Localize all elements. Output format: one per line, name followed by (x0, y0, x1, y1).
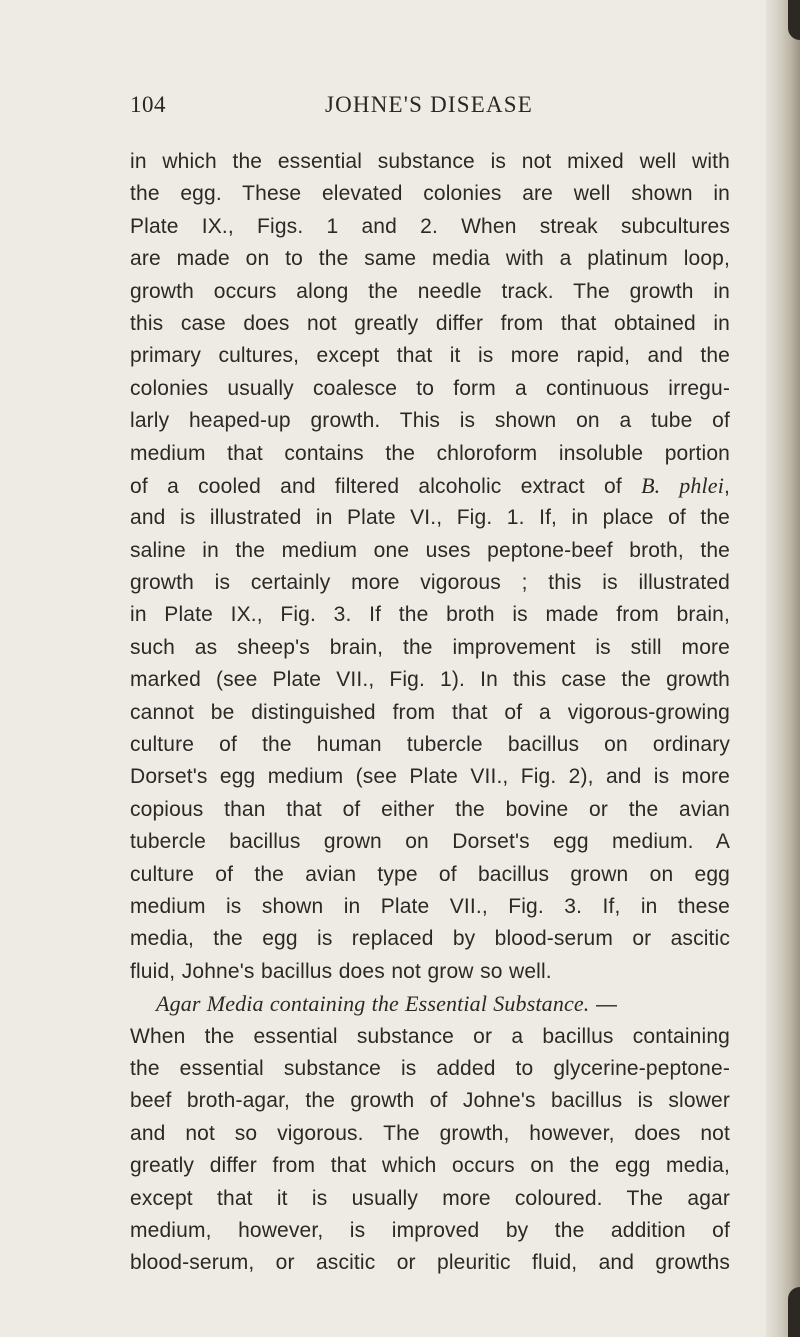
text-segment: of a cooled and filtered alcoholic extract of (130, 474, 642, 498)
text-line: this case does not greatly differ from that obtained in (130, 311, 730, 335)
text-line: culture of the human tubercle bacillus on ordinary (130, 733, 730, 757)
text-line: medium, however, is improved by the addition of (130, 1218, 730, 1242)
text-line: blood-serum, or ascitic or pleuritic fluid, and growths (130, 1251, 730, 1275)
text-line: Dorset's egg medium (see Plate VII., Fig. 2), and is more (130, 765, 730, 789)
text-line: primary cultures, except that it is more rapid, and the (130, 344, 730, 368)
text-line: and not so vigorous. The growth, however, does not (130, 1121, 730, 1145)
text-segment: , (724, 474, 730, 498)
text-line: in Plate IX., Fig. 3. If the broth is made from brain, (130, 603, 730, 627)
page-edge-shadow (766, 0, 800, 1337)
text-line: greatly differ from that which occurs on the egg media, (130, 1154, 730, 1178)
text-line: marked (see Plate VII., Fig. 1). In this case the growth (130, 668, 730, 692)
text-line: Plate IX., Figs. 1 and 2. When streak subcultures (130, 214, 730, 238)
text-line: tubercle bacillus grown on Dorset's egg medium. A (130, 830, 730, 854)
text-line: the essential substance is added to glycerine-peptone- (130, 1056, 730, 1080)
text-segment: — (589, 993, 618, 1017)
text-line: culture of the avian type of bacillus grown on egg (130, 862, 730, 886)
body-text (130, 146, 730, 1280)
text-line: the egg. These elevated colonies are well shown in (130, 182, 730, 206)
binding-shadow-top (788, 0, 800, 40)
text-line: and is illustrated in Plate VI., Fig. 1. If, in place of the (130, 506, 730, 530)
text-line: When the essential substance or a bacillus containing (130, 1024, 730, 1048)
text-line: medium that contains the chloroform insoluble portion (130, 441, 730, 465)
binding-shadow-bottom (788, 1287, 800, 1337)
running-title: JOHNE'S DISEASE (324, 92, 534, 117)
text-line: larly heaped-up growth. This is shown on a tube of (130, 409, 730, 433)
page-header (130, 92, 728, 126)
text-line: saline in the medium one uses peptone-beef broth, the (130, 538, 730, 562)
section-heading (130, 988, 730, 1020)
text-line: except that it is usually more coloured. The agar (130, 1186, 730, 1210)
text-line: in which the essential substance is not mixed well with (130, 150, 730, 173)
text-line: are made on to the same media with a platinum loop, (130, 247, 730, 271)
text-line: growth occurs along the needle track. The growth in (130, 279, 730, 303)
italic-section-title: Agar Media containing the Essential Substance. (156, 991, 590, 1017)
text-line-paragraph-end: fluid, Johne's bacillus does not grow so well. (130, 959, 552, 983)
text-line: media, the egg is replaced by blood-serum or ascitic (130, 927, 730, 951)
page-number: 104 (130, 92, 166, 117)
text-line-with-italic (130, 470, 730, 502)
text-line: colonies usually coalesce to form a continuous irregu- (130, 376, 730, 400)
text-line: cannot be distinguished from that of a vigorous-growing (130, 700, 730, 724)
text-line: growth is certainly more vigorous ; this is illustrated (130, 571, 730, 595)
italic-species-name: B. phlei (641, 472, 724, 498)
text-line: beef broth-agar, the growth of Johne's bacillus is slower (130, 1089, 730, 1113)
text-line: such as sheep's brain, the improvement is still more (130, 635, 730, 659)
text-line: medium is shown in Plate VII., Fig. 3. If, in these (130, 894, 730, 918)
text-line: copious than that of either the bovine or the avian (130, 797, 730, 821)
